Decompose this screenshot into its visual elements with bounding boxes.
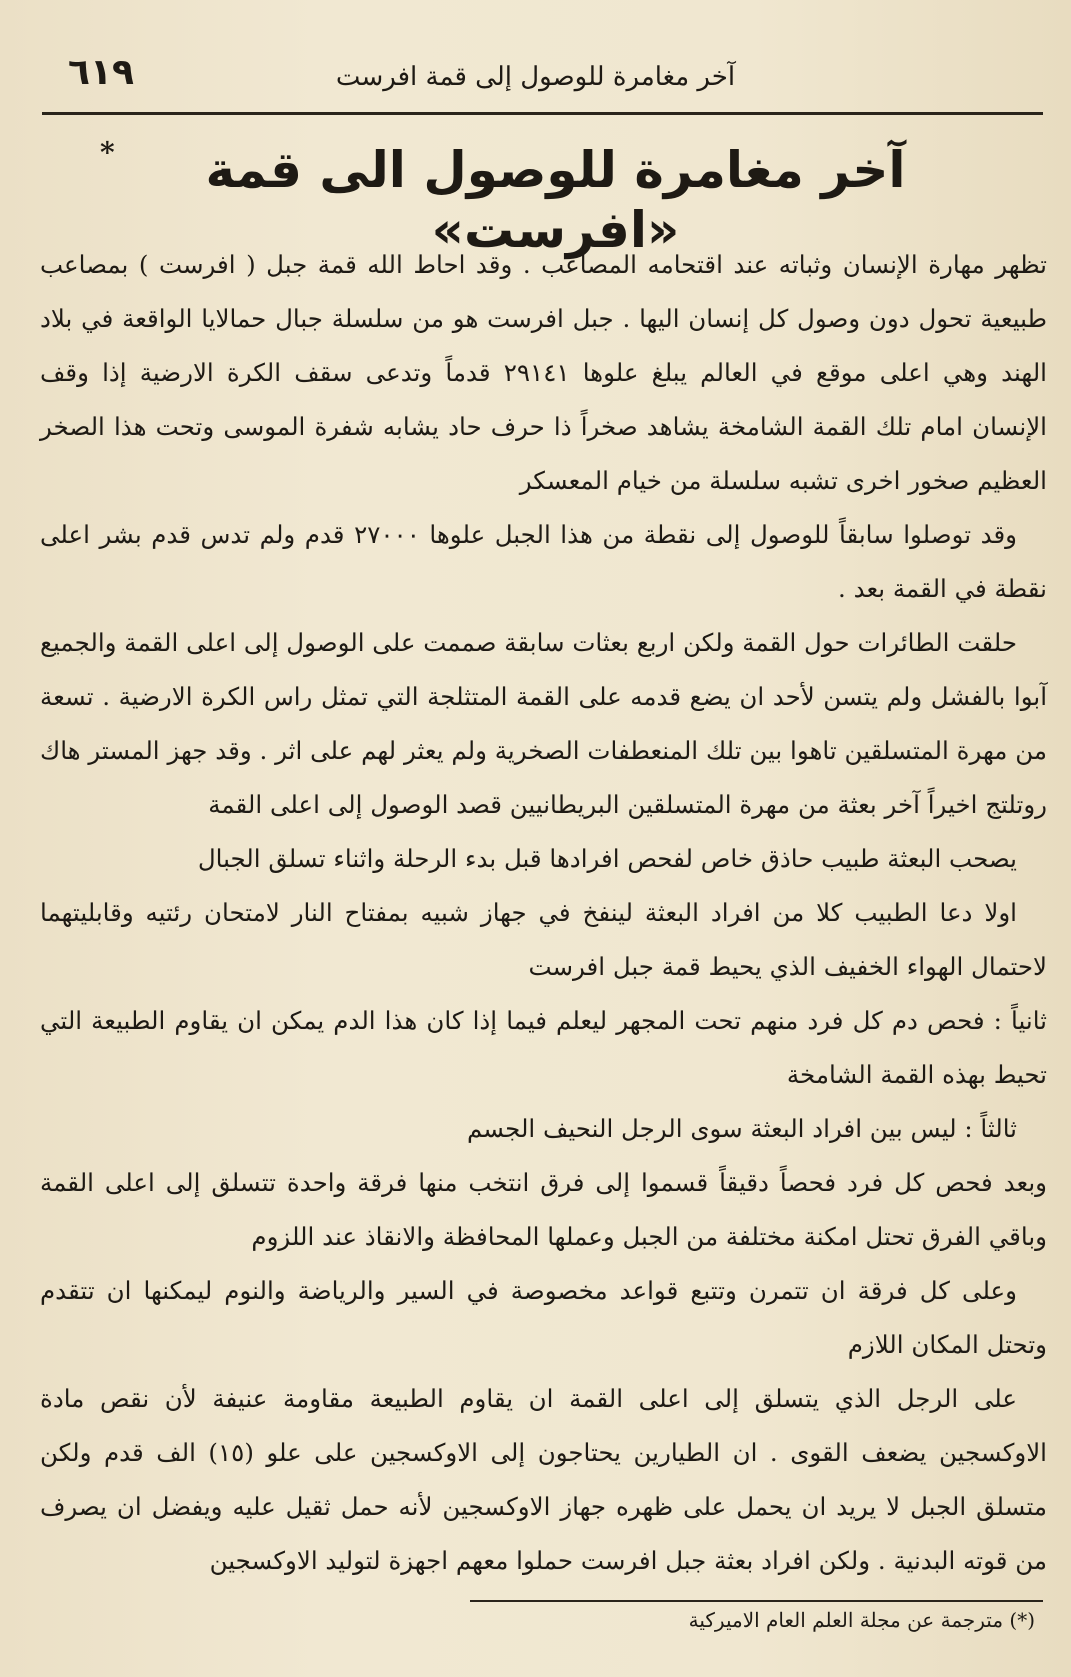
article-title: آخر مغامرة للوصول الى قمة «افرست» <box>205 141 906 259</box>
running-title: آخر مغامرة للوصول إلى قمة افرست <box>335 62 736 92</box>
footnote-marker: * <box>100 136 115 169</box>
paragraph: على الرجل الذي يتسلق إلى اعلى القمة ان يقاوم الطبيعة مقاومة عنيفة لأن نقص مادة الاوكسجين يضعف القوى . ان الطيارين يحتاجون إلى الاوكسجين على علو (١٥) الف قدم ولكن متسلق الجبل لا يريد ان يحمل على ظهره جهاز الاوكسجين لأنه حمل ثقيل عليه ويفضل ان يصرف من قوته البدنية . ولكن افراد بعثة جبل افرست حملوا معهم اجهزة لتوليد الاوكسجين <box>40 1384 1047 1575</box>
paragraph: وبعد فحص كل فرد فحصاً دقيقاً قسموا إلى فرق انتخب منها فرقة واحدة تتسلق إلى اعلى القمة وباقي الفرق تحتل امكنة مختلفة من الجبل وعملها المحافظة والانقاذ عند اللزوم <box>40 1168 1047 1251</box>
paragraph: يصحب البعثة طبيب حاذق خاص لفحص افرادها قبل بدء الرحلة واثناء تسلق الجبال <box>197 844 1017 873</box>
footnote-rule <box>470 1600 1043 1602</box>
page-number: ٦١٩ <box>68 52 134 93</box>
paragraph: اولا دعا الطبيب كلا من افراد البعثة لينفخ في جهاز شبيه بمفتاح النار لامتحان رئتيه وقابليتهما لاحتمال الهواء الخفيف الذي يحيط قمة جبل افرست <box>40 898 1047 981</box>
paragraph: حلقت الطائرات حول القمة ولكن اربع بعثات سابقة صممت على الوصول إلى اعلى القمة والجميع آبوا بالفشل ولم يتسن لأحد ان يضع قدمه على القمة المتثلجة التي تمثل راس الكرة الارضية . تسعة من مهرة المتسلقين تاهوا بين تلك المنعطفات الصخرية ولم يعثر لهم على اثر . وقد جهز المستر هاك روتلتج اخيراً آخر بعثة من مهرة المتسلقين البريطانيين قصد الوصول إلى اعلى القمة <box>40 628 1047 819</box>
paragraph: وعلى كل فرقة ان تتمرن وتتبع قواعد مخصوصة في السير والرياضة والنوم ليمكنها ان تتقدم وتحتل المكان اللازم <box>40 1276 1047 1359</box>
article-body <box>40 238 1047 1588</box>
paragraph: ثالثاً : ليس بين افراد البعثة سوى الرجل النحيف الجسم <box>466 1114 1017 1143</box>
paragraph: وقد توصلوا سابقاً للوصول إلى نقطة من هذا الجبل علوها ٢٧٠٠٠ قدم ولم تدس قدم بشر اعلى نقطة في القمة بعد . <box>40 520 1047 603</box>
footnote: (*) مترجمة عن مجلة العلم العام الاميركية <box>688 1608 1035 1632</box>
header-rule <box>42 112 1043 115</box>
paragraph: تظهر مهارة الإنسان وثباته عند اقتحامه المصاعب . وقد احاط الله قمة جبل ( افرست ) بمصاعب طبيعية تحول دون وصول كل إنسان اليها . جبل افرست هو من سلسلة جبال حمالايا الواقعة في بلاد الهند وهي اعلى موقع في العالم يبلغ علوها ٢٩١٤١ قدماً وتدعى سقف الكرة الارضية إذا وقف الإنسان امام تلك القمة الشامخة يشاهد صخراً ذا حرف حاد يشابه شفرة الموسى وتحت هذا الصخر العظيم صخور اخرى تشبه سلسلة من خيام المعسكر <box>40 250 1047 495</box>
paragraph: ثانياً : فحص دم كل فرد منهم تحت المجهر ليعلم فيما إذا كان هذا الدم يمكن ان يقاوم الطبيعة التي تحيط بهذه القمة الشامخة <box>40 1006 1047 1089</box>
page-header <box>44 48 1027 108</box>
